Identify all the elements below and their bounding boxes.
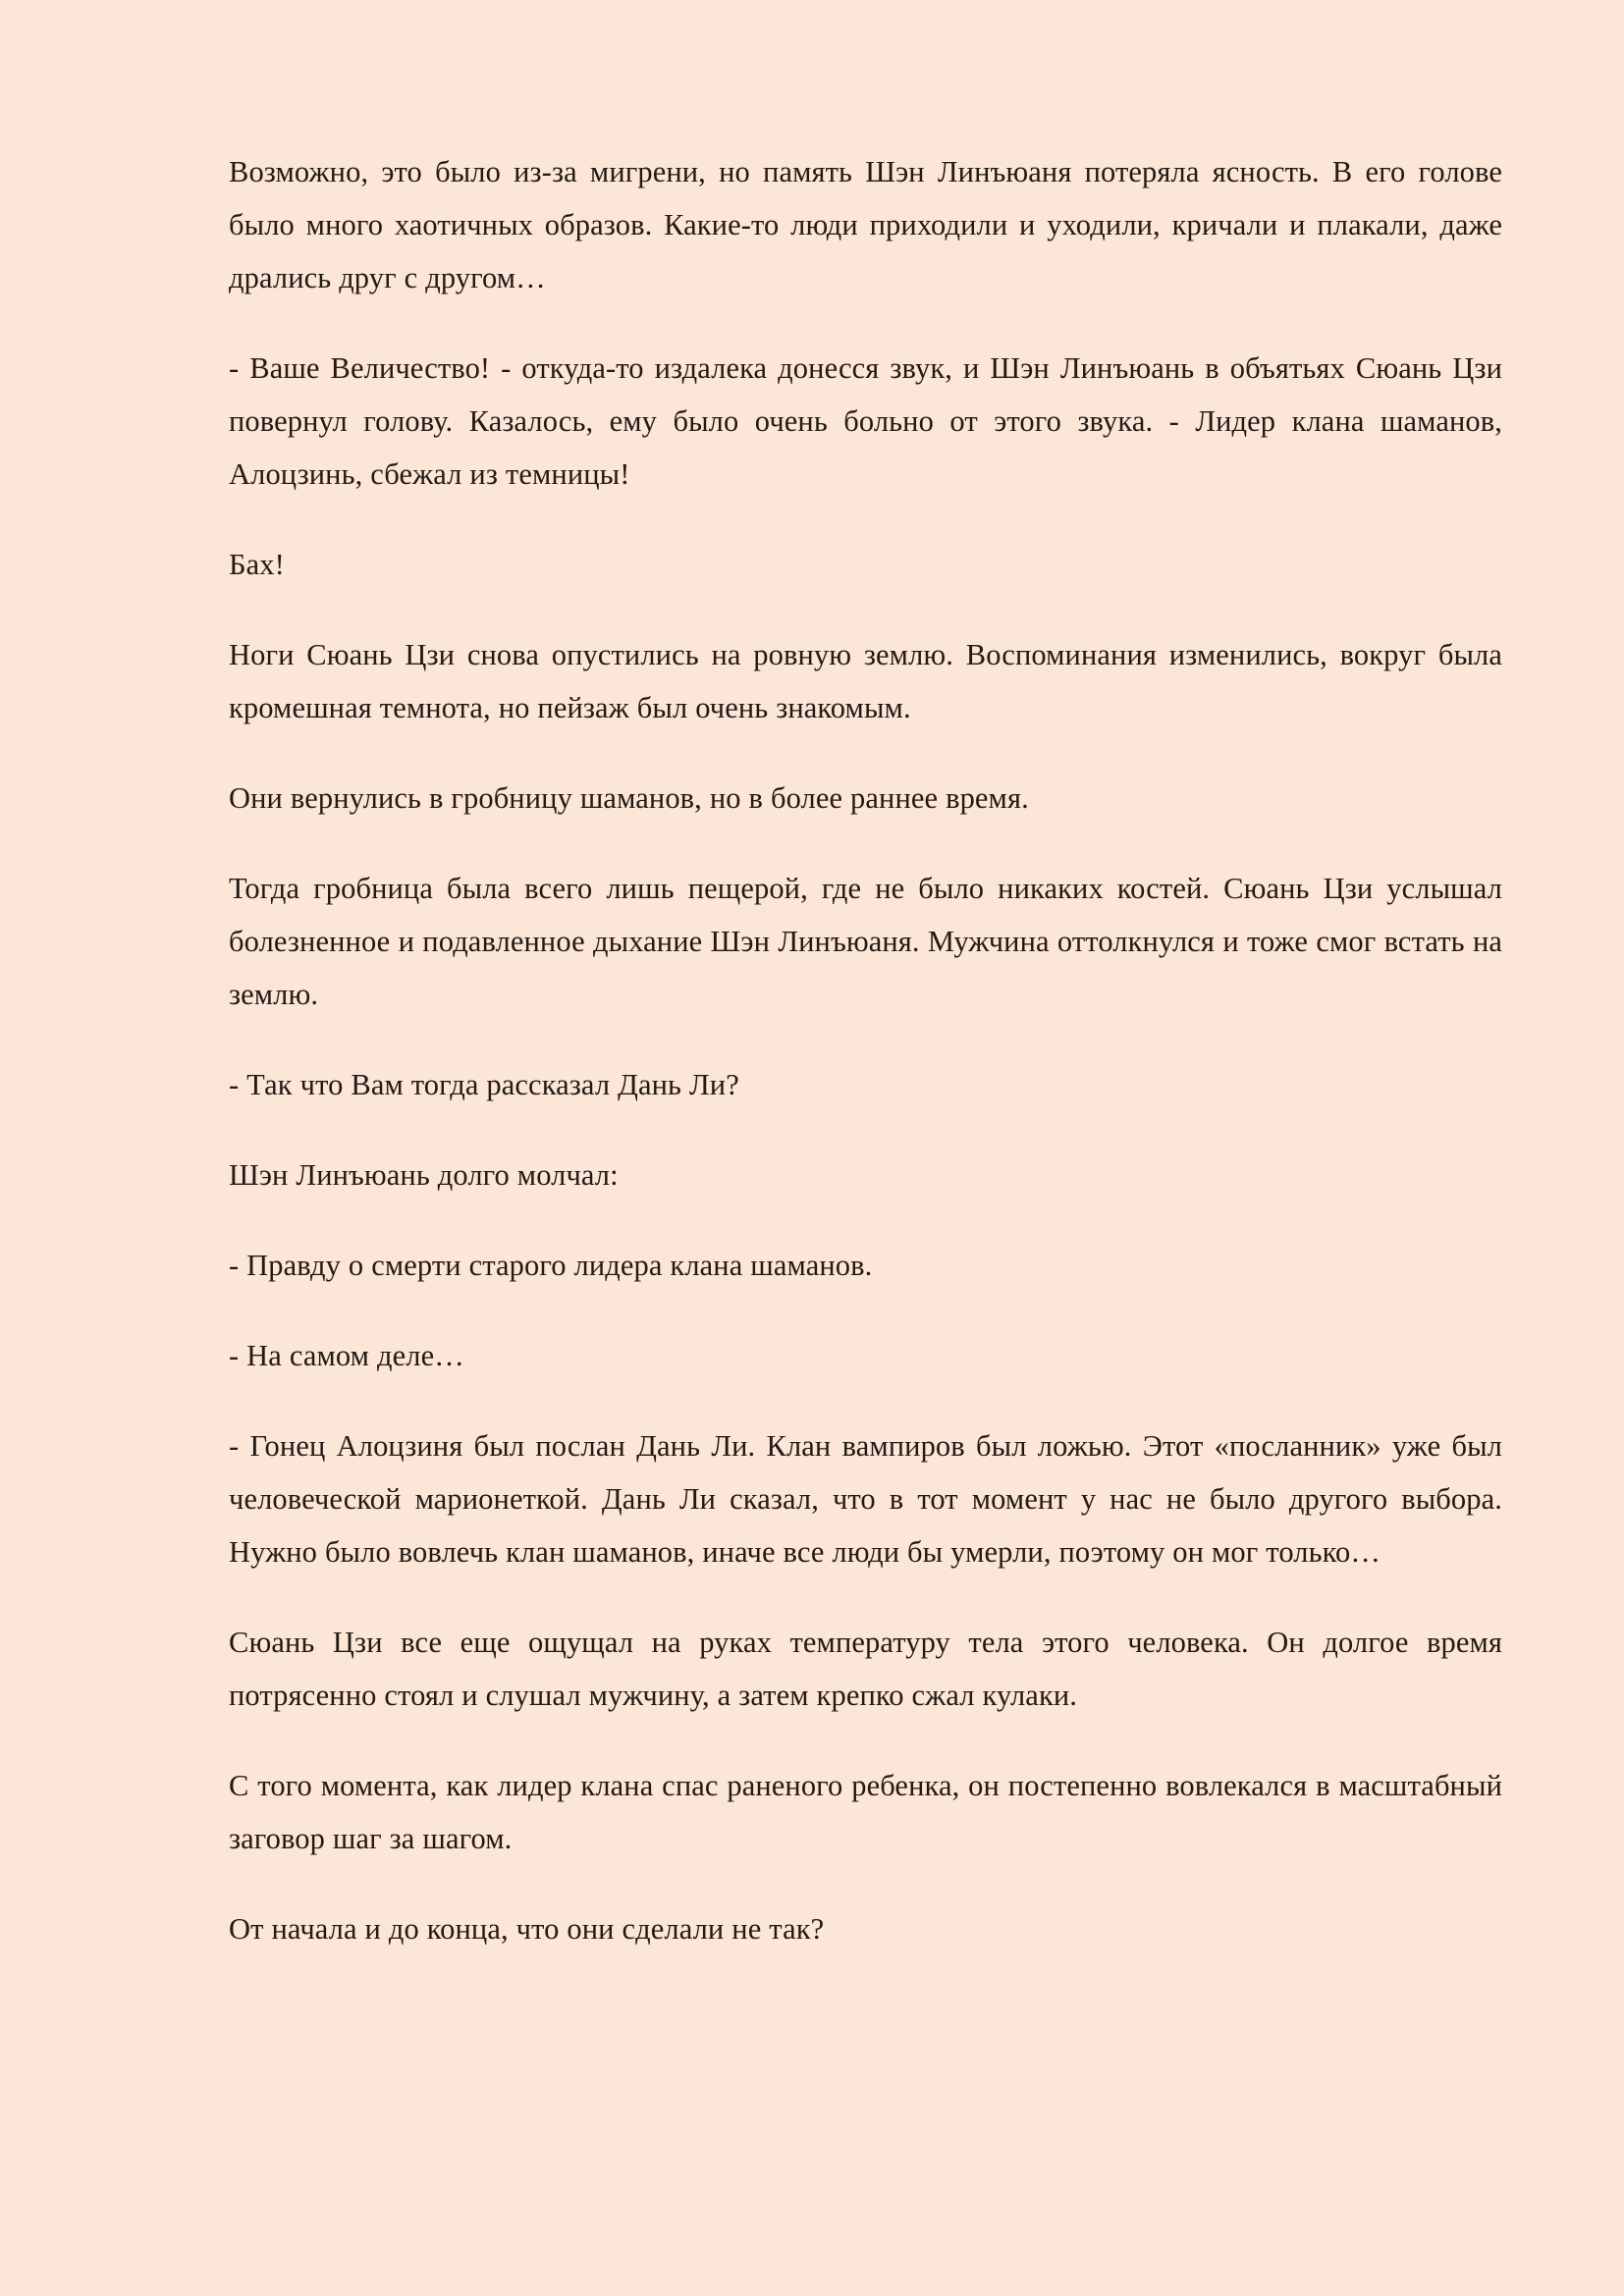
paragraph: Тогда гробница была всего лишь пещерой, где не было никаких костей. Сюань Цзи услышал болезненное и подавленное дыхание Шэн Линъюаня. Мужчина оттолкнулся и тоже смог встать на землю.	[229, 872, 1502, 1011]
paragraph: Ноги Сюань Цзи снова опустились на ровную землю. Воспоминания изменились, вокруг была кромешная темнота, но пейзаж был очень знакомым.	[229, 638, 1502, 724]
paragraph: Они вернулись в гробницу шаманов, но в более раннее время.	[229, 781, 1029, 815]
paragraph: - Так что Вам тогда рассказал Дань Ли?	[229, 1068, 739, 1101]
paragraph: Бах!	[229, 548, 285, 581]
paragraph: Шэн Линъюань долго молчал:	[229, 1158, 619, 1192]
paragraph: - Ваше Величество! - откуда-то издалека донесся звук, и Шэн Линъюань в объятьях Сюань Цзи повернул голову. Казалось, ему было очень больно от этого звука. - Лидер клана шаманов, Алоцзинь, сбежал из темницы!	[229, 351, 1502, 491]
paragraph: Сюань Цзи все еще ощущал на руках температуру тела этого человека. Он долгое время потрясенно стоял и слушал мужчину, а затем крепко сжал кулаки.	[229, 1626, 1502, 1712]
paragraph: От начала и до конца, что они сделали не так?	[229, 1912, 825, 1946]
paragraph: - На самом деле…	[229, 1339, 464, 1372]
document-body	[229, 145, 1502, 1955]
paragraph: - Правду о смерти старого лидера клана шаманов.	[229, 1249, 873, 1282]
paragraph: Возможно, это было из-за мигрени, но память Шэн Линъюаня потеряла ясность. В его голове было много хаотичных образов. Какие-то люди приходили и уходили, кричали и плакали, даже дрались друг с другом…	[229, 155, 1502, 294]
paragraph: - Гонец Алоцзиня был послан Дань Ли. Клан вампиров был ложью. Этот «посланник» уже был человеческой марионеткой. Дань Ли сказал, что в тот момент у нас не было другого выбора. Нужно было вовлечь клан шаманов, иначе все люди бы умерли, поэтому он мог только…	[229, 1429, 1502, 1569]
paragraph: С того момента, как лидер клана спас раненого ребенка, он постепенно вовлекался в масштабный заговор шаг за шагом.	[229, 1769, 1502, 1855]
